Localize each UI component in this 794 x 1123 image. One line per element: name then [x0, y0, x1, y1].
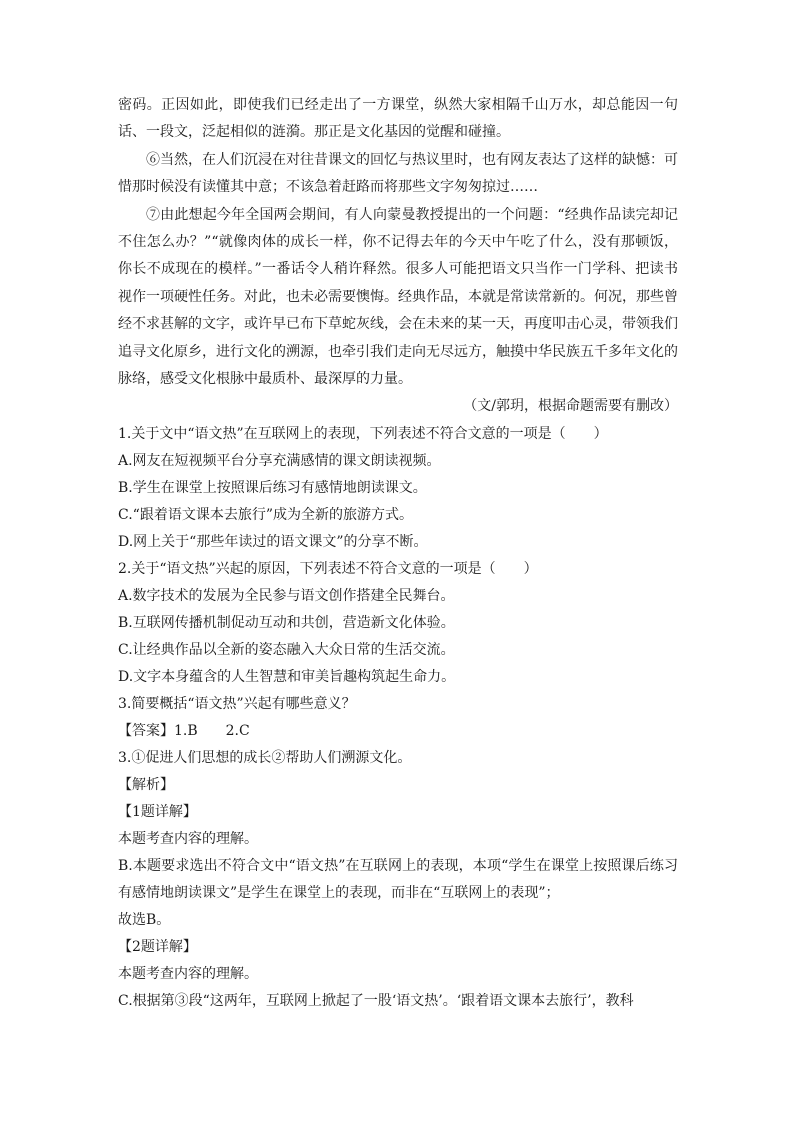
detail-2-body: C.根据第③段“这两年，互联网上掀起了一股‘语文热’。‘跟着语文课本去旅行’，教科	[118, 992, 634, 1009]
paragraph-5-end: 密码。正因如此，即使我们已经走出了一方课堂，纵然大家相隔千山万水，却总能因一句话、一段文，泛起相似的涟漪。那正是文化基因的觉醒和碰撞。	[118, 97, 678, 141]
question-3-stem: 3.简要概括“语文热”兴起有哪些意义？	[118, 695, 356, 712]
detail-2-intro: 本题考查内容的理解。	[118, 965, 258, 982]
document-page	[118, 92, 678, 1015]
question-2-option-a: A.数字技术的发展为全民参与语文创作搭建全民舞台。	[118, 587, 455, 604]
question-2-option-c: C.让经典作品以全新的姿态融入大众日常的生活交流。	[118, 641, 455, 658]
detail-1-conclusion: 故选B。	[118, 911, 171, 928]
detail-1-heading: 【1题详解】	[118, 803, 197, 820]
detail-1-intro: 本题考查内容的理解。	[118, 830, 258, 847]
question-2-option-d: D.文字本身蕴含的人生智慧和审美旨趣构筑起生命力。	[118, 668, 456, 685]
source-attribution: （文/郭玥，根据命题需要有删改）	[463, 398, 678, 415]
answer-line: 【答案】1.B 2.C	[118, 722, 250, 739]
detail-2-heading: 【2题详解】	[118, 938, 197, 955]
question-1-option-c: C.“跟着语文课本去旅行”成为全新的旅游方式。	[118, 506, 413, 523]
paragraph-7: ⑦由此想起今年全国两会期间，有人向蒙曼教授提出的一个问题：“经典作品读完却记不住怎么办？”“就像肉体的成长一样，你不记得去年的今天中午吃了什么，没有那顿饭，你长不成现在的模样。”一番话令人稍许释然。很多人可能把语文只当作一门学科、把读书视作一项硬性任务。对此，也未必需要懊悔。经典作品，本就是常读常新的。何况，那些曾经不求甚解的文字，或许早已布下草蛇灰线，会在未来的某一天，再度叩击心灵，带领我们追寻文化原乡，进行文化的溯源，也牵引我们走向无尽远方，触摸中华民族五千多年文化的脉络，感受文化根脉中最质朴、最深厚的力量。	[118, 206, 678, 388]
answer-3: 3.①促进人们思想的成长②帮助人们溯源文化。	[118, 749, 412, 766]
question-2-stem: 2.关于“语文热”兴起的原因，下列表述不符合文意的一项是（ ）	[118, 560, 538, 577]
question-1-stem: 1.关于文中“语文热”在互联网上的表现，下列表述不符合文意的一项是（ ）	[118, 425, 608, 442]
paragraph-6: ⑥当然，在人们沉浸在对往昔课文的回忆与热议里时，也有网友表达了这样的缺憾：可惜那时候没有读懂其中意；不该急着赶路而将那些文字匆匆掠过……	[118, 151, 678, 196]
question-1-option-a: A.网友在短视频平台分享充满感情的课文朗读视频。	[118, 452, 441, 469]
question-1-option-d: D.网上关于“那些年读过的语文课文”的分享不断。	[118, 533, 428, 550]
question-2-option-b: B.互联网传播机制促动互动和共创，营造新文化体验。	[118, 614, 455, 631]
detail-1-body: B.本题要求选出不符合文中“语文热”在互联网上的表现，本项“学生在课堂上按照课后练习有感情地朗读课文”是学生在课堂上的表现，而非在“互联网上的表现”；	[118, 857, 678, 901]
question-1-option-b: B.学生在课堂上按照课后练习有感情地朗读课文。	[118, 479, 427, 496]
analysis-heading: 【解析】	[118, 776, 174, 793]
